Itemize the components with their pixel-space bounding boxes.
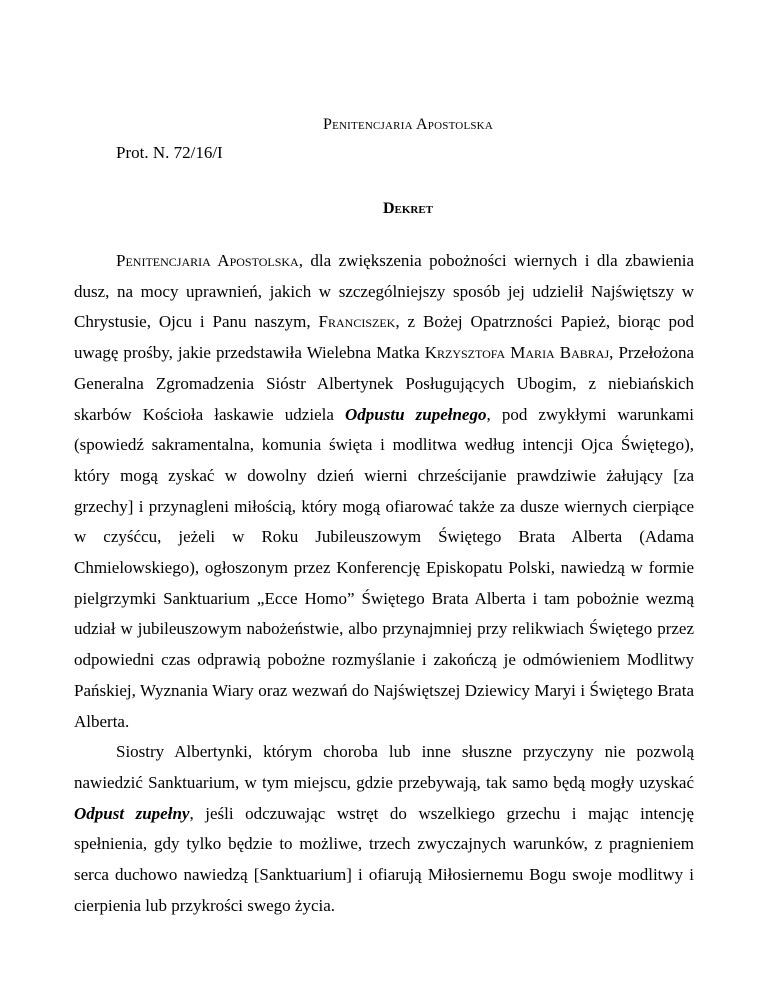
pope-name: Franciszek: [318, 312, 396, 332]
paragraph-2-text-a: Siostry Albertynki, którym choroba lub inne słuszne przyczyny nie pozwolą nawiedzić Sanktuarium, w tym miejscu, gdzie przebywają, tak samo będą mogły uzyskać: [74, 742, 694, 792]
document-body: [74, 246, 694, 921]
paragraph-1-text-a: , dla zwiększenia pobożności wiernych i dla zbawienia dusz, na mocy uprawnień, jakich w szczególniejszy sposób jej udzielił Najświętszy w Chrystusie, Ojcu i Panu naszym,: [74, 251, 694, 332]
paragraph-2: [74, 737, 694, 921]
paragraph-1: [74, 246, 694, 737]
paragraph-1-text-b: , z Bożej Opatrzności Papież, biorąc pod uwagę prośby, jakie przedstawiła Wielebna Matka: [74, 312, 695, 363]
paragraph-2-text-b: , jeśli odczuwając wstręt do wszelkiego grzechu i mając intencję spełnienia, gdy tylko będzie to możliwe, trzech zwyczajnych warunków, z pragnieniem serca duchowo nawiedzą [Sanktuarium] i ofiarują Miłosiernemu Bogu swoje modlitwy i cierpienia lub przykrości swego życia.: [74, 803, 694, 915]
protocol-number: Prot. N. 72/16/I: [116, 143, 223, 162]
indulgence-term-2: Odpust zupełny: [74, 803, 190, 823]
petitioner-name: Krzysztofa Maria Babraj: [424, 343, 610, 363]
institution-heading: Penitencjaria Apostolska: [323, 116, 493, 133]
paragraph-1-text-c: , Przełożona Generalna Zgromadzenia Sióstr Albertynek Posługujących Ubogim, z niebiańskich skarbów Kościoła łaskawie udziela: [74, 343, 694, 424]
indulgence-term: Odpustu zupełnego: [345, 404, 487, 424]
paragraph-1-text-d: , pod zwykłymi warunkami (spowiedź sakramentalna, komunia święta i modlitwa według intencji Ojca Świętego), który mogą zyskać w dowolny dzień wierni chrześcijanie prawdziwie żałujący [za grzechy] i przynagleni miłością, który mogą ofiarować także za dusze wiernych cierpiące w czyśćcu, jeżeli w Roku Jubileuszowym Świętego Brata Alberta (Adama Chmielowskiego), ogłoszonym przez Konferencję Episkopatu Polski, nawiedzą w formie pielgrzymki Sanktuarium „Ecce Homo” Świętego Brata Alberta i tam pobożnie wezmą udział w jubileuszowym nabożeństwie, albo przynajmniej przy relikwiach Świętego przez odpowiedni czas odprawią pobożne rozmyślanie i zakończą je odmówieniem Modlitwy Pańskiej, Wyznania Wiary oraz wezwań do Najświętszej Dziewicy Maryi i Świętego Brata Alberta.: [74, 404, 694, 731]
issuer-name: Penitencjaria Apostolska: [116, 251, 299, 270]
document-title: Dekret: [382, 200, 434, 217]
